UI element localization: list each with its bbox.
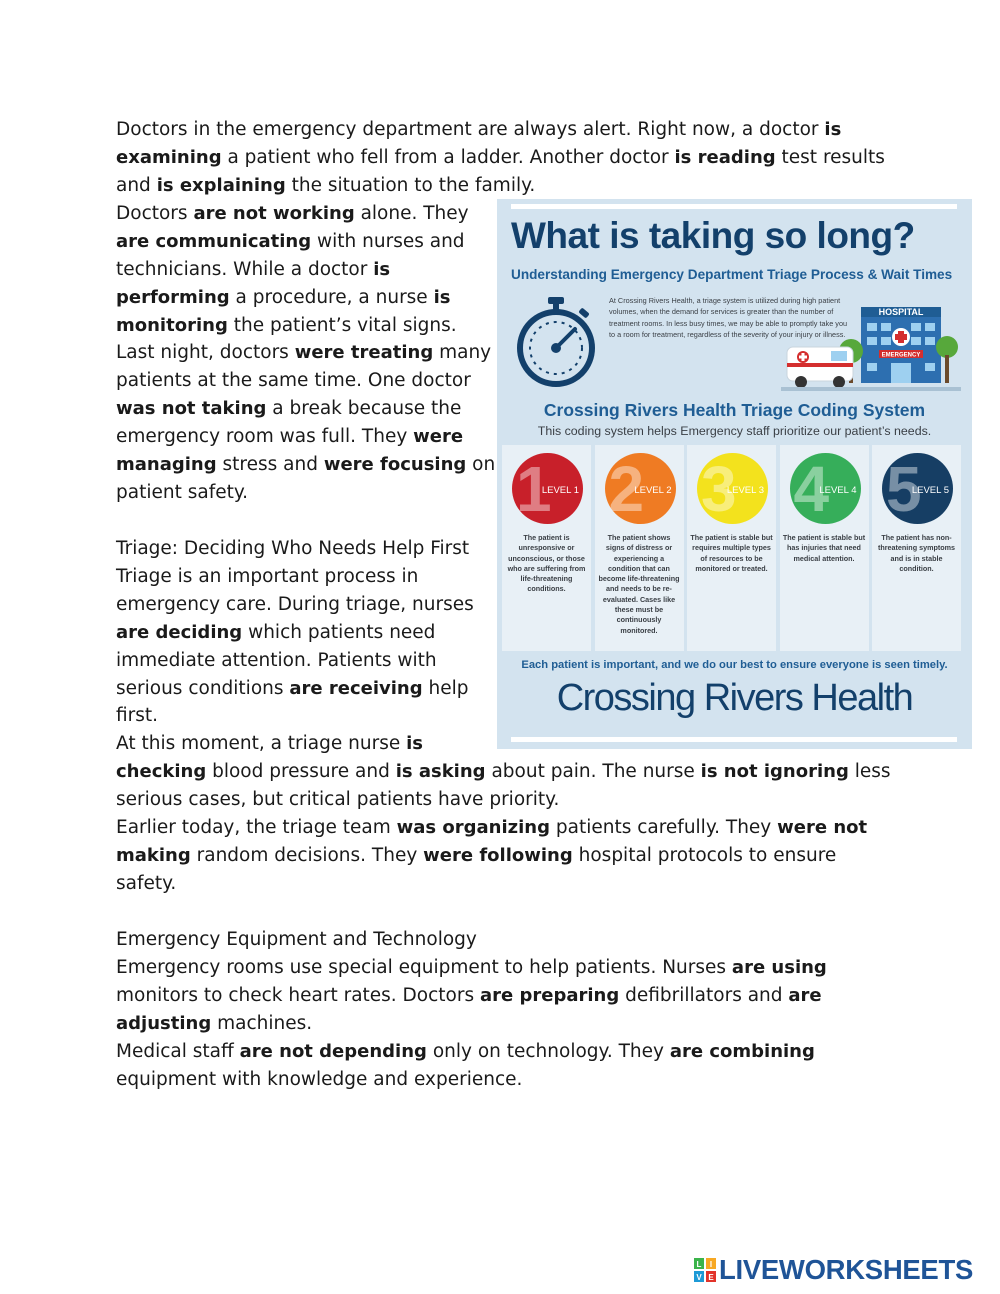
triage-level-5 xyxy=(872,445,961,651)
verb-phrase: monitoring xyxy=(116,314,228,336)
level-label: LEVEL 4 xyxy=(819,485,857,496)
level-number: 3 xyxy=(701,453,737,524)
text-run: the patient’s vital signs. xyxy=(227,314,457,336)
text-run: less xyxy=(848,761,891,783)
level-badge xyxy=(512,453,583,524)
text-run: random decisions. They xyxy=(190,844,424,866)
text-line xyxy=(116,144,885,172)
text-run: Earlier today, the triage team xyxy=(116,817,397,839)
triage-level-1 xyxy=(502,445,591,651)
triage-level-2 xyxy=(595,445,684,651)
text-run: machines. xyxy=(211,1012,313,1034)
hospital-sign: HOSPITAL xyxy=(878,307,924,317)
verb-phrase: were focusing xyxy=(323,454,467,476)
level-label: LEVEL 2 xyxy=(634,485,672,496)
text-run: Emergency rooms use special equipment to help patients. Nurses xyxy=(116,957,732,978)
text-line xyxy=(116,758,891,786)
text-run: a break because the xyxy=(266,398,462,420)
verb-phrase: are communicating xyxy=(116,230,312,252)
text-run: the situation to the family. xyxy=(285,174,536,196)
triage-level-4 xyxy=(780,445,869,651)
text-run: Doctors in the emergency department are always alert. Right now, a doctor xyxy=(116,119,825,140)
level-label: LEVEL 3 xyxy=(726,485,764,496)
live-badge-icon xyxy=(694,1258,716,1282)
svg-text:E: E xyxy=(708,1273,714,1282)
text-line xyxy=(116,1010,827,1038)
text-run: about pain. The nurse xyxy=(485,761,701,783)
level-badge xyxy=(882,453,953,524)
text-run: which patients need xyxy=(242,621,436,643)
verb-phrase: are using xyxy=(731,957,827,978)
text-run: many xyxy=(433,342,492,364)
text-line xyxy=(116,954,827,982)
verb-phrase: were treating xyxy=(294,342,434,364)
text-run: safety. xyxy=(116,872,177,894)
level-badge xyxy=(605,453,676,524)
level-badge xyxy=(697,453,768,524)
text-run: serious cases, but critical patients have priority. xyxy=(116,789,560,811)
verb-phrase: are receiving xyxy=(289,677,423,699)
coding-system-title: Crossing Rivers Health Triage Coding System xyxy=(543,400,926,420)
verb-phrase: are not depending xyxy=(239,1040,427,1062)
verb-phrase: are deciding xyxy=(116,621,243,643)
text-run: blood pressure and xyxy=(206,761,396,783)
infographic-intro: At Crossing Rivers Health, a triage system is utilized during high patient volumes, when the demand for services is greater than the number of treatment rooms. In less busy times, we may be able to promptly take you to a room for treatment, regardless of the severity of your injury or illness. xyxy=(609,296,848,340)
paragraph-intro xyxy=(116,116,885,200)
text-run: Doctors xyxy=(116,203,194,224)
text-line xyxy=(116,228,495,256)
text-run: help xyxy=(422,677,469,699)
level-number: 5 xyxy=(886,453,922,524)
text-run: emergency room was full. They xyxy=(116,426,414,448)
level-number: 2 xyxy=(608,453,645,524)
text-line xyxy=(116,256,495,284)
text-line xyxy=(116,284,495,312)
text-run: equipment with knowledge and experience. xyxy=(116,1068,523,1090)
infographic-footer: Each patient is important, and we do our best to ensure everyone is seen timely. xyxy=(521,659,948,671)
text-line xyxy=(116,172,885,200)
text-line xyxy=(116,842,891,870)
verb-phrase: is asking xyxy=(395,761,486,783)
level-label: LEVEL 1 xyxy=(541,485,579,496)
text-line xyxy=(116,982,827,1010)
text-run: emergency care. During triage, nurses xyxy=(116,593,474,615)
verb-phrase: are xyxy=(788,984,822,1006)
text-run: Triage is an important process in xyxy=(116,566,419,587)
text-run: only on technology. They xyxy=(426,1040,670,1062)
text-line xyxy=(116,200,495,228)
verb-phrase: adjusting xyxy=(116,1012,212,1034)
paragraph-equipment xyxy=(116,954,827,1093)
verb-phrase: examining xyxy=(116,146,222,168)
verb-phrase: making xyxy=(116,844,191,866)
heading-equipment: Emergency Equipment and Technology xyxy=(116,929,477,950)
text-line xyxy=(116,870,891,898)
infographic-subtitle: Understanding Emergency Department Triage Process & Wait Times xyxy=(511,267,953,282)
text-run: At this moment, a triage nurse xyxy=(116,733,407,755)
text-line xyxy=(116,423,495,451)
verb-phrase: are preparing xyxy=(480,984,620,1006)
text-run: stress and xyxy=(216,454,324,476)
verb-phrase: is reading xyxy=(674,146,776,168)
text-run: a procedure, a nurse xyxy=(229,286,434,308)
verb-phrase: was organizing xyxy=(396,817,550,839)
text-run: alone. They xyxy=(354,203,469,224)
text-run: and xyxy=(116,174,157,196)
level-number: 4 xyxy=(793,453,830,524)
verb-phrase: checking xyxy=(116,761,207,783)
level-description: The patient is stable but requires multiple types of resources to be monitored or treated. xyxy=(690,533,773,573)
verb-phrase: were xyxy=(413,426,464,448)
level-description: The patient shows signs of distress or experiencing a condition that can become life-threatening and needs to be re-evaluated. Cases like these must be continuously monitored. xyxy=(598,533,680,635)
text-run: monitors to check heart rates. Doctors xyxy=(116,984,480,1006)
text-line xyxy=(116,479,495,507)
level-number: 1 xyxy=(516,453,552,524)
text-line xyxy=(116,451,495,479)
paragraph-doctors xyxy=(116,200,495,507)
triage-level-3 xyxy=(687,445,776,651)
triage-infographic xyxy=(497,199,972,749)
verb-phrase: are combining xyxy=(669,1040,815,1062)
text-line xyxy=(116,395,495,423)
emergency-sign: EMERGENCY xyxy=(881,352,921,359)
heading-triage: Triage: Deciding Who Needs Help First xyxy=(116,538,470,559)
top-rule xyxy=(511,204,957,209)
verb-phrase: is not ignoring xyxy=(700,761,849,783)
text-line xyxy=(116,1066,827,1094)
verb-phrase: were following xyxy=(423,844,573,866)
text-run: Last night, doctors xyxy=(116,342,295,364)
text-line xyxy=(116,367,495,395)
text-run: technicians. While a doctor xyxy=(116,258,374,280)
level-description: The patient is unresponsive or unconscious, or those who are suffering from life-threatening conditions. xyxy=(507,533,586,594)
verb-phrase: is xyxy=(406,733,423,755)
verb-phrase: managing xyxy=(116,454,217,476)
text-run: serious conditions xyxy=(116,677,290,699)
verb-phrase: is explaining xyxy=(156,174,286,196)
text-line xyxy=(116,116,885,144)
verb-phrase: was not taking xyxy=(116,398,267,420)
infographic-title: What is taking so long? xyxy=(511,215,915,256)
brand-name: Crossing Rivers Health xyxy=(556,677,913,719)
verb-phrase: is xyxy=(824,119,842,140)
hospital-illustration xyxy=(781,301,961,393)
verb-phrase: are not working xyxy=(193,203,355,224)
coding-system-subtitle: This coding system helps Emergency staff prioritize our patient’s needs. xyxy=(537,424,932,438)
text-run: hospital protocols to ensure xyxy=(572,844,837,866)
verb-phrase: were not xyxy=(777,817,868,839)
verb-phrase: is xyxy=(433,286,451,308)
text-line xyxy=(116,339,495,367)
text-line xyxy=(116,786,891,814)
level-description: The patient has non-threatening symptoms and is in stable condition. xyxy=(877,533,956,573)
text-run: first. xyxy=(116,705,159,727)
verb-phrase: is xyxy=(373,258,391,280)
level-badge xyxy=(790,453,861,524)
text-line xyxy=(116,814,891,842)
verb-phrase: performing xyxy=(116,286,230,308)
level-label: LEVEL 5 xyxy=(911,485,949,496)
text-run: immediate attention. Patients with xyxy=(116,649,437,671)
level-description: The patient is stable but has injuries that need medical attention. xyxy=(782,533,866,563)
svg-text:L: L xyxy=(696,1260,702,1269)
text-run: Medical staff xyxy=(116,1040,240,1062)
stopwatch-icon xyxy=(515,295,597,389)
bottom-rule xyxy=(511,737,957,742)
liveworksheets-logo xyxy=(694,1255,973,1285)
svg-text:I: I xyxy=(709,1260,713,1269)
text-run: test results xyxy=(775,146,885,168)
text-line xyxy=(116,312,495,340)
text-run: a patient who fell from a ladder. Another doctor xyxy=(221,146,675,168)
svg-text:V: V xyxy=(696,1273,702,1282)
text-run: patients carefully. They xyxy=(549,817,778,839)
text-run: patients at the same time. One doctor xyxy=(116,370,471,392)
liveworksheets-text: LIVEWORKSHEETS xyxy=(719,1254,974,1285)
text-run: defibrillators and xyxy=(619,984,789,1006)
text-run: patient safety. xyxy=(116,481,249,503)
text-line xyxy=(116,1038,827,1066)
text-run: on xyxy=(466,454,496,476)
text-run: with nurses and xyxy=(311,230,465,252)
